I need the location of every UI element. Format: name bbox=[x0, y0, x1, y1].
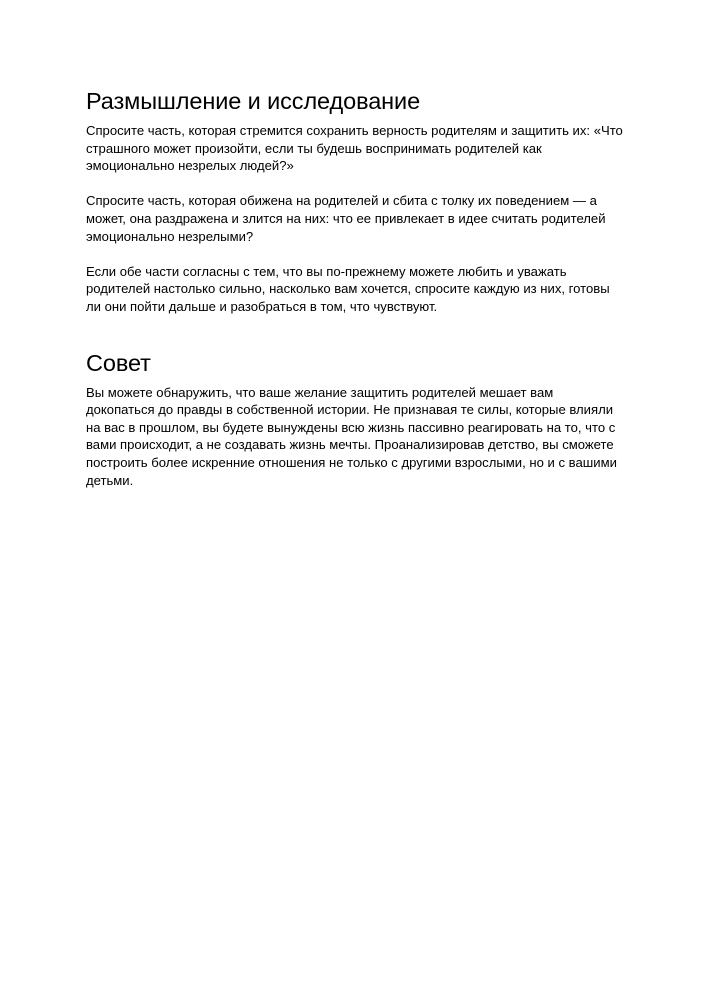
section-reflection bbox=[86, 86, 626, 316]
paragraph: Спросите часть, которая обижена на родителей и сбита с толку их поведением — а может, она раздражена и злится на них: что ее привлекает в идее считать родителей эмоционально незрелыми? bbox=[86, 193, 606, 244]
paragraph: Вы можете обнаружить, что ваше желание защитить родителей мешает вам докопаться до правды в собственной истории. Не признавая те силы, которые влияли на вас в прошлом, вы будете вынуждены всю жизнь пассивно реагировать на то, что с вами происходит, а не создавать жизнь мечты. Проанализировав детство, вы сможете построить более искренние отношения не только с другими взрослыми, но и с вашими детьми. bbox=[86, 384, 617, 488]
section-heading: Размышление и исследование bbox=[86, 88, 421, 114]
paragraph: Если обе части согласны с тем, что вы по-прежнему можете любить и уважать родителей настолько сильно, насколько вам хочется, спросите каждую из них, готовы ли они пойти дальше и разобраться в том, что чувствуют. bbox=[86, 263, 610, 314]
paragraph: Спросите часть, которая стремится сохранить верность родителям и защитить их: «Что страшного может произойти, если ты будешь воспринимать родителей как эмоционально незрелых людей?» bbox=[86, 123, 623, 174]
section-advice bbox=[86, 348, 626, 490]
section-heading: Совет bbox=[86, 349, 151, 376]
document-page bbox=[86, 86, 626, 489]
